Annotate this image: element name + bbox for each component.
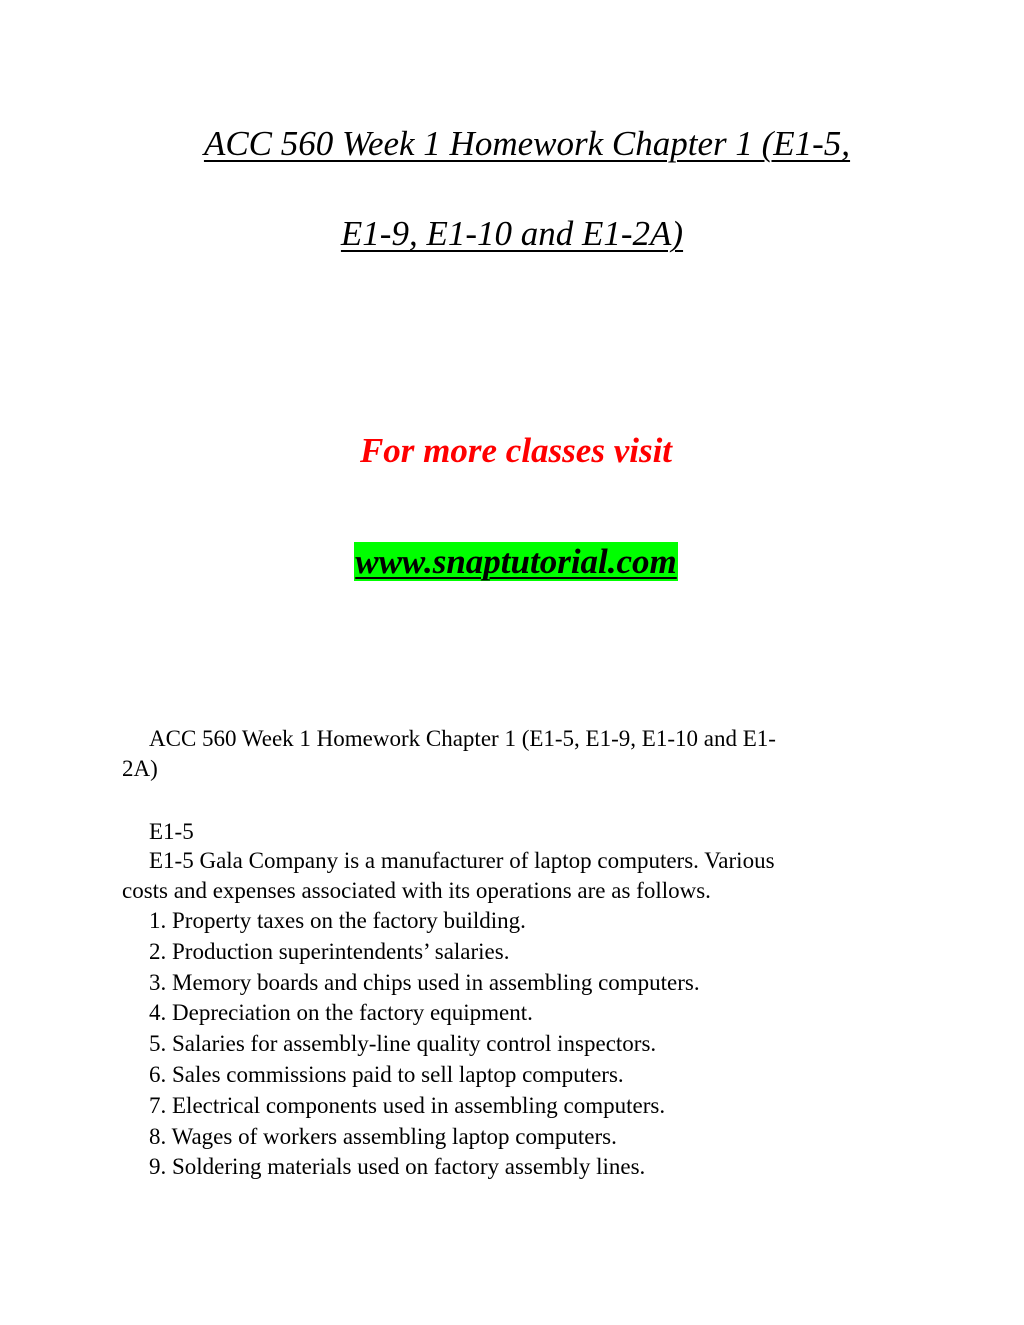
- document-title-line-2: E1-9, E1-10 and E1-2A): [340, 214, 684, 253]
- list-item: 3. Memory boards and chips used in assembling computers.: [149, 969, 700, 995]
- list-item: 9. Soldering materials used on factory assembly lines.: [149, 1154, 646, 1180]
- promo-link[interactable]: www.snaptutorial.com: [355, 542, 677, 581]
- intro-line-2: 2A): [122, 756, 158, 781]
- list-item: 7. Electrical components used in assembling computers.: [149, 1092, 666, 1118]
- exercise-heading: E1-5: [149, 819, 194, 844]
- promo-link-container: [4, 542, 1024, 582]
- document-title-line-1: ACC 560 Week 1 Homework Chapter 1 (E1-5,: [203, 124, 851, 163]
- list-item: 8. Wages of workers assembling laptop computers.: [149, 1123, 617, 1149]
- list-item: 1. Property taxes on the factory building.: [149, 908, 526, 933]
- list-item: 4. Depreciation on the factory equipment.: [149, 1000, 533, 1026]
- cost-items-list: [149, 906, 700, 1183]
- intro-line-1: ACC 560 Week 1 Homework Chapter 1 (E1-5, E1-9, E1-10 and E1-: [149, 726, 776, 751]
- exercise-description-line-1: E1-5 Gala Company is a manufacturer of laptop computers. Various: [149, 848, 775, 873]
- list-item: 2. Production superintendents’ salaries.: [149, 938, 510, 964]
- promo-text: For more classes visit: [359, 431, 673, 470]
- list-item: 6. Sales commissions paid to sell laptop computers.: [149, 1061, 624, 1087]
- exercise-description-line-2: costs and expenses associated with its operations are as follows.: [122, 878, 711, 903]
- list-item: 5. Salaries for assembly-line quality control inspectors.: [149, 1031, 657, 1057]
